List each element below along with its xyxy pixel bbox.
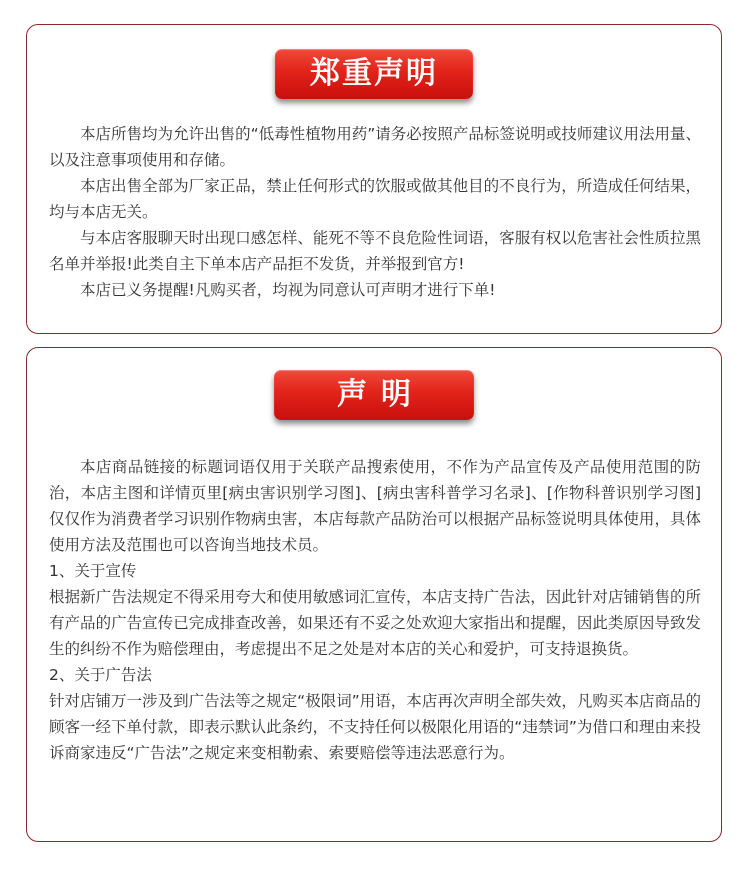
- statement-card: [26, 347, 722, 842]
- statement-intro: 本店商品链接的标题词语仅用于关联产品搜索使用，不作为产品宣传及产品使用范围的防治，本店主图和详情页里[病虫害识别学习图]、[病虫害科普学习名录]、[作物科普识别学习图]仅仅作为消费者学习识别作物病虫害，本店每款产品防治可以根据产品标签说明具体使用，具体使用方法及范围也可以咨询当地技术员。: [49, 458, 701, 554]
- declaration-paragraph-3: 与本店客服聊天时出现口感怎样、能死不等不良危险性词语，客服有权以危害社会性质拉黑名单并举报!此类自主下单本店产品拒不发货，并举报到官方!: [49, 229, 701, 273]
- section-heading-advertising-law: 2、关于广告法: [49, 666, 152, 684]
- section-heading-advertising: 1、关于宣传: [49, 562, 137, 580]
- solemn-declaration-body: [49, 121, 701, 303]
- declaration-paragraph-1: 本店所售均为允许出售的“低毒性植物用药”请务必按照产品标签说明或技师建议用法用量、以及注意事项使用和存储。: [49, 125, 701, 169]
- solemn-declaration-title: 郑重声明: [275, 49, 473, 99]
- declaration-paragraph-2: 本店出售全部为厂家正品，禁止任何形式的饮服或做其他目的不良行为，所造成任何结果，均与本店无关。: [49, 177, 701, 221]
- section-text-advertising: 根据新广告法规定不得采用夸大和使用敏感词汇宣传，本店支持广告法，因此针对店铺销售的所有产品的广告宣传已完成排查改善，如果还有不妥之处欢迎大家指出和提醒，因此类原因导致发生的纠纷不作为赔偿理由，考虑提出不足之处是对本店的关心和爱护，可支持退换货。: [49, 588, 701, 658]
- statement-title: 声明: [274, 370, 474, 420]
- solemn-declaration-card: [26, 24, 722, 334]
- section-text-advertising-law: 针对店铺万一涉及到广告法等之规定“极限词”用语，本店再次声明全部失效，凡购买本店商品的顾客一经下单付款，即表示默认此条约，不支持任何以极限化用语的“违禁词”为借口和理由来投诉商家违反“广告法”之规定来变相勒索、索要赔偿等违法恶意行为。: [49, 692, 701, 762]
- statement-body: [49, 454, 701, 766]
- declaration-paragraph-4: 本店已义务提醒!凡购买者，均视为同意认可声明才进行下单!: [80, 281, 496, 299]
